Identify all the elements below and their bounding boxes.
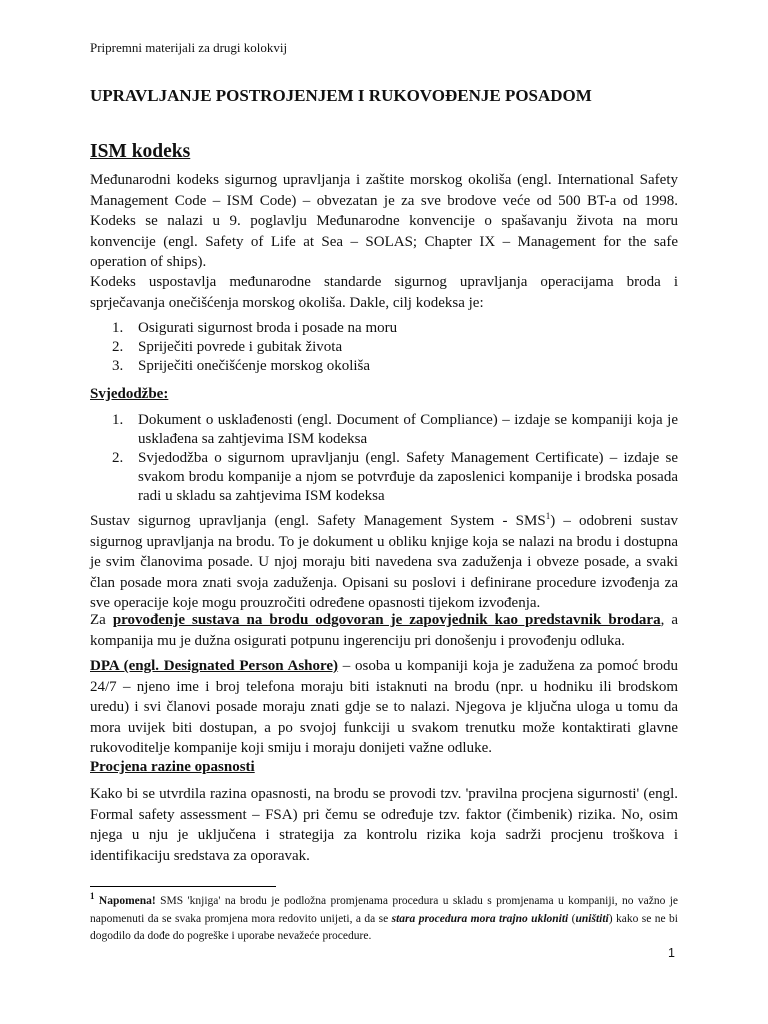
list-item: 2. Svjedodžba o sigurnom upravljanju (engl. Safety Management Certificate) – izdaje se svakom brodu kompanije a njom se potvrđuje da zaposlenici kompanije i brodska posada radi u skladu sa zahtjevima ISM kodeksa [112,450,678,504]
goals-list [90,319,678,376]
footnote: $^1$ Napomena! SMS 'knjiga' na brodu je podložna promjenama procedura u skladu s promjenama u kompaniji, no važno je napomenuti da se svaka promjena mora redovito unijeti, a da se stara procedura mora trajno ukloniti (uništiti) kako se ne bi dogodilo da dođe do pogreške i uporabe nevažeće procedure. [90,891,678,942]
section-heading-certificates: Svjedodžbe: [90,386,169,402]
certificates-list [90,411,678,506]
section-heading-ism: ISM kodeks [90,141,191,162]
page-header: Pripremni materijali za drugi kolokvij [90,40,288,55]
document-title: UPRAVLJANJE POSTROJENJEM I RUKOVOĐENJE POSADOM [90,86,592,105]
paragraph-captain-responsibility: Za provođenje sustava na brodu odgovoran je zapovjednik kao predstavnik brodara, a kompanija mu je dužna osigurati potpunu ingerenciju pri donošenju i provođenju odluka. [90,612,678,649]
paragraph-sms: Sustav sigurnog upravljanja (engl. Safety Management System - SMS$^1$) – odobreni sustav sigurnog upravljanja na brodu. To je dokument u obliku knjige koja se nalazi na brodu i dostupna je svim članovima posade. U njoj moraju biti navedena sva zaduženja i obveze posade, a svaki član posade mora znati svoja zaduženja. Opisani su poslovi i definirane procedure izvođenja za sve operacije koje mogu prouzročiti određene opasnosti tijekom izvođenja. [90,511,678,611]
list-item: 3. Spriječiti onečišćenje morskog okoliša [112,358,371,374]
paragraph-dpa: DPA (engl. Designated Person Ashore) – osoba u kompaniji koja je zadužena za pomoć brodu 24/7 – njeno ime i broj telefona moraju biti istaknuti na brodu (npr. u hodniku ili brodskom uredu) i svi članovi posade moraju znati gdje se to nalazi. Njegova je ključna uloga u tomu da mora uvijek biti dostupan, a po svojoj funkciji u svakom trenutku može kontaktirati glavne rukovoditelje kompanije koji smiju i moraju donijeti važne odluke. [90,658,679,756]
list-item: 1. Osigurati sigurnost broda i posade na moru [112,320,398,336]
list-item: 1. Dokument o usklađenosti (engl. Document of Compliance) – izdaje se kompaniji koja je usklađena sa zahtjevima ISM kodeksa [112,412,678,447]
term-dpa: DPA (engl. Designated Person Ashore) [90,658,339,674]
paragraph-ism-goals-intro: Kodeks uspostavlja međunarodne standarde sigurnog upravljanja operacijama broda i sprječavanja onečišćenja morskog okoliša. Dakle, cilj kodeksa je: [90,274,678,311]
section-heading-risk: Procjena razine opasnosti [90,759,255,775]
footnote-reference: 1 [545,511,551,521]
footnote-divider [90,886,276,887]
paragraph-ism-intro: Međunarodni kodeks sigurnog upravljanja i zaštite morskog okoliša (engl. International Safety Management Code – ISM Code) – obvezatan je za sve brodove veće od 500 BT-a od 1998. Kodeks se nalazi u 9. poglavlju Međunarodne konvencije o spašavanju života na moru konvencije (engl. Safety of Life at Sea – SOLAS; Chapter IX – Management for the safe operation of ships). [90,172,678,270]
emphasis-captain: provođenje sustava na brodu odgovoran je zapovjednik kao predstavnik brodara [112,612,661,628]
list-item: 2. Spriječiti povrede i gubitak života [112,339,343,355]
paragraph-risk-assessment: Kako bi se utvrdila razina opasnosti, na brodu se provodi tzv. 'pravilna procjena sigurnosti' (engl. Formal safety assessment – FSA) pri čemu se određuje tzv. faktor (čimbenik) rizika. No, osim njega u nju je uključena i strategija za kontrolu rizika koja sadrži procjenu troškova i identifikaciju sredstava za oporavak. [90,786,678,864]
page-number: 1 [668,946,675,960]
